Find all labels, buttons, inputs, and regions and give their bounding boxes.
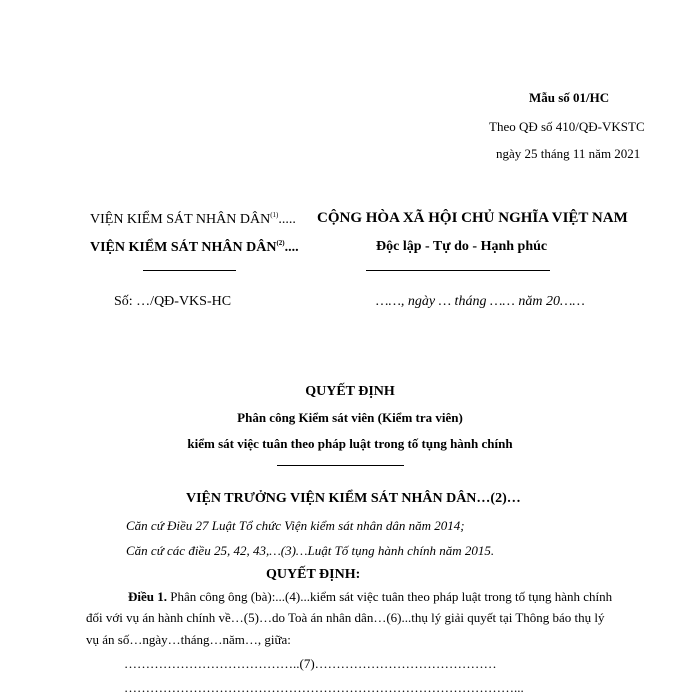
issuer-heading: VIỆN TRƯỞNG VIỆN KIỂM SÁT NHÂN DÂN…(2)…	[186, 491, 521, 506]
article-1-line-1	[128, 589, 612, 605]
fill-line-2: ………………………………………………………………………………...	[124, 680, 524, 695]
document-subtitle-1: Phân công Kiểm sát viên (Kiểm tra viên)	[237, 410, 463, 425]
document-subtitle-2: kiểm sát việc tuân theo pháp luật trong tố tụng hành chính	[187, 436, 513, 451]
place-date: ……, ngày … tháng …… năm 20……	[376, 294, 585, 309]
agency-line-1-dots: .....	[278, 212, 296, 227]
agency-line-1	[90, 211, 296, 228]
article-1-text-1: Phân công ông (bà):...(4)...kiểm sát việc tuân theo pháp luật trong tố tụng hành chính	[167, 589, 613, 604]
article-1-label: Điều 1.	[128, 589, 167, 604]
form-decision-ref: Theo QĐ số 410/QĐ-VKSTC	[489, 119, 645, 134]
footnote-marker-2: (2)	[276, 239, 285, 247]
article-1-line-3: vụ án số…ngày…tháng…năm…, giữa:	[86, 632, 291, 647]
footnote-marker-1: (1)	[270, 211, 279, 219]
agency-line-2	[90, 239, 299, 256]
document-title: QUYẾT ĐỊNH	[305, 384, 395, 399]
fill-line-1: …………………………………..(7)……………………………………	[124, 656, 497, 671]
legal-basis-2: Căn cứ các điều 25, 42, 43,…(3)…Luật Tố tụng hành chính năm 2015.	[126, 543, 495, 558]
document-number: Số: …/QĐ-VKS-HC	[114, 294, 232, 309]
title-underline	[277, 465, 404, 466]
agency-underline	[143, 270, 236, 271]
agency-line-2-text: VIỆN KIỂM SÁT NHÂN DÂN	[90, 240, 277, 255]
form-code: Mẫu số 01/HC	[529, 90, 610, 105]
agency-line-1-text: VIỆN KIỂM SÁT NHÂN DÂN	[90, 212, 271, 227]
decides-heading: QUYẾT ĐỊNH:	[266, 567, 361, 582]
national-motto: Độc lập - Tự do - Hạnh phúc	[376, 239, 548, 254]
agency-line-2-dots: ....	[284, 240, 299, 255]
legal-basis-1: Căn cứ Điều 27 Luật Tổ chức Viện kiểm sát nhân dân năm 2014;	[126, 518, 465, 533]
motto-underline	[366, 270, 550, 271]
article-1-line-2: đối với vụ án hành chính về…(5)…do Toà án nhân dân…(6)...thụ lý giải quyết tại Thông báo thụ lý	[86, 610, 605, 625]
form-decision-date: ngày 25 tháng 11 năm 2021	[496, 146, 641, 161]
country-name: CỘNG HÒA XÃ HỘI CHỦ NGHĨA VIỆT NAM	[317, 210, 628, 226]
